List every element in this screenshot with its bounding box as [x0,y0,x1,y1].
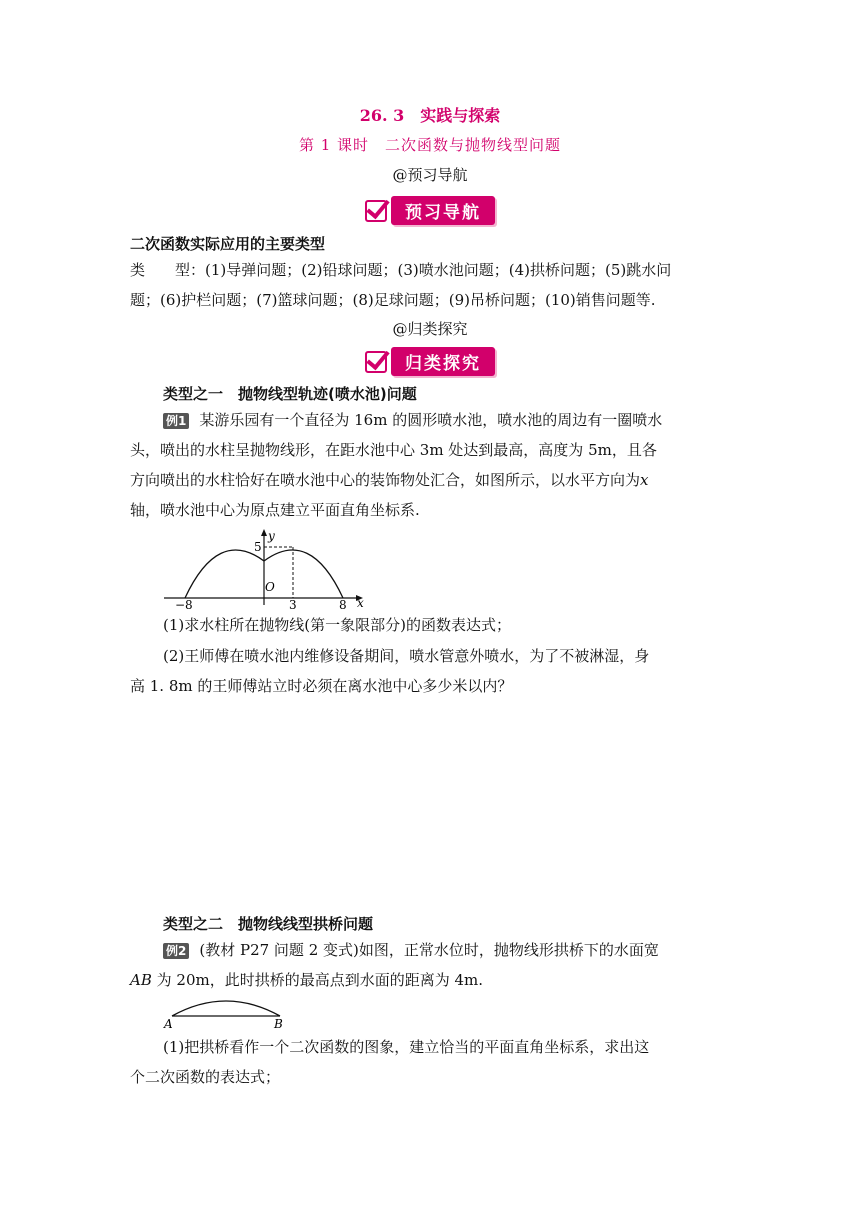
tick-3: 3 [289,598,297,611]
x-label: x [357,596,364,610]
types-line-1: 类 型：(1)导弹问题；(2)铅球问题；(3)喷水池问题；(4)拱桥问题；(5)跳水问 [130,261,672,279]
section-title: 26. 3 实践与探索 [359,106,501,125]
banner-explore-label: 归类探究 [391,347,495,376]
label-a: A [164,1017,173,1031]
example1-line-1 [163,405,662,435]
tick-neg8: −8 [175,598,193,611]
example2-text-2: 为 20m，此时拱桥的最高点到水面的距离为 4m. [151,971,484,989]
types-line-2: 题；(6)护栏问题；(7)篮球问题；(8)足球问题；(9)吊桥问题；(10)销售问题等. [130,291,656,309]
var-x: x [640,471,649,489]
example2-q1-line-1: (1)把拱桥看作一个二次函数的图象，建立恰当的平面直角坐标系，求出这 [163,1038,650,1056]
label-b: B [274,1017,283,1031]
example2-line-2 [130,965,483,995]
banner-preview-label: 预习导航 [391,196,495,225]
anchor-preview-link[interactable]: @预习导航 [392,166,468,184]
parabola-right [264,550,343,598]
tick-5: 5 [254,540,262,554]
banner-preview [0,196,860,226]
type2-heading: 类型之二 抛物线线型拱桥问题 [163,915,374,933]
example1-q2-line-1: (2)王师傅在喷水池内维修设备期间，喷水管意外喷水，为了不被淋湿，身 [163,647,650,665]
example1-q1: (1)求水柱所在抛物线(第一象限部分)的函数表达式； [163,616,511,634]
y-axis-arrow [261,529,267,536]
var-ab: AB [130,971,152,989]
example2-tag: 例2 [163,943,189,959]
checkbox-icon [365,351,387,373]
example1-q2-line-2: 高 1. 8m 的王师傅站立时必须在离水池中心多少米以内？ [130,677,513,695]
example1-line-3 [130,465,648,495]
checkbox-icon [365,200,387,222]
parabola-left [185,550,264,598]
anchor-explore-link[interactable]: @归类探究 [392,320,468,338]
y-label: y [268,529,275,543]
example1-text-3: 方向喷出的水柱恰好在喷水池中心的装饰物处汇合，如图所示，以水平方向为 [130,471,641,489]
preview-heading: 二次函数实际应用的主要类型 [130,235,326,253]
origin-label: O [265,580,275,594]
example2-q1-line-2: 个二次函数的表达式； [130,1068,281,1086]
example1-line-4: 轴，喷水池中心为原点建立平面直角坐标系. [130,501,420,519]
example1-line-2: 头，喷出的水柱呈抛物线形，在距水池中心 3m 处达到最高，高度为 5m，且各 [130,441,657,459]
bridge-figure [160,992,290,1032]
lesson-title: 第 1 课时 二次函数与抛物线型问题 [298,136,562,154]
example2-text-1: (教材 P27 问题 2 变式)如图，正常水位时，抛物线形拱桥下的水面宽 [199,941,659,959]
example1-tag: 例1 [163,413,189,429]
bridge-arch [172,1001,280,1016]
example2-line-1 [163,935,659,965]
banner-explore [0,347,860,377]
type1-heading: 类型之一 抛物线型轨迹(喷水池)问题 [163,385,417,403]
tick-8: 8 [339,598,347,611]
example1-text-1: 某游乐园有一个直径为 16m 的圆形喷水池，喷水池的周边有一圈喷水 [199,411,663,429]
fountain-figure [160,527,370,611]
